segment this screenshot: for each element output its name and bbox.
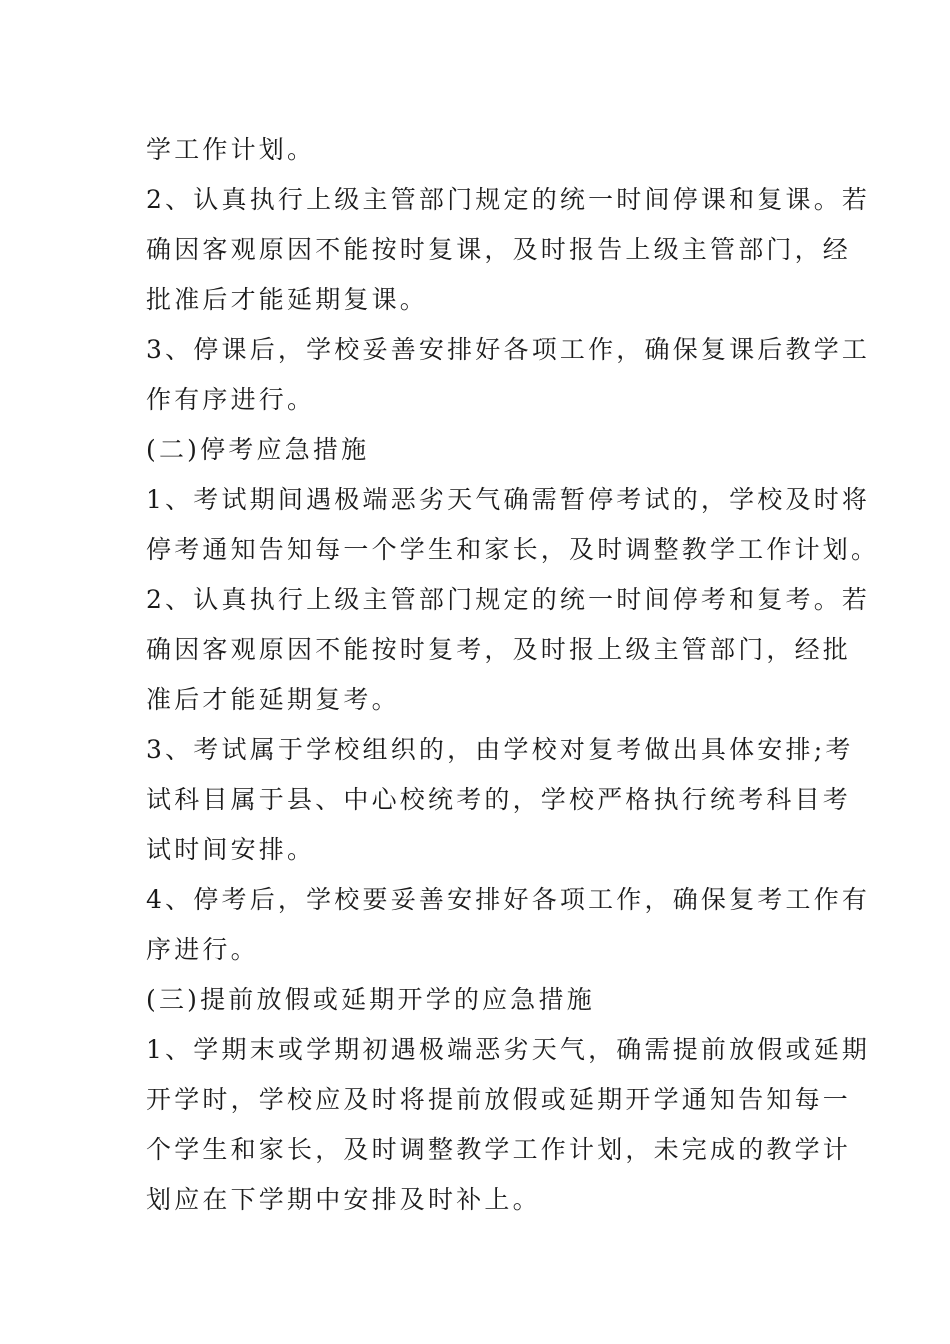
text-line: 开学时，学校应及时将提前放假或延期开学通知告知每一 (146, 1085, 852, 1114)
text-line: 准后才能延期复考。 (146, 685, 400, 714)
text-line: 学工作计划。 (146, 135, 316, 164)
text-line: 停考通知告知每一个学生和家长，及时调整教学工作计划。 (146, 535, 880, 564)
text-line: 试时间安排。 (146, 835, 316, 864)
section-heading: (三)提前放假或延期开学的应急措施 (146, 985, 595, 1014)
text-line: 2、认真执行上级主管部门规定的统一时间停考和复考。若 (146, 585, 871, 614)
text-line: 个学生和家长，及时调整教学工作计划，未完成的教学计 (146, 1135, 852, 1164)
text-line: 作有序进行。 (146, 385, 316, 414)
text-line: 批准后才能延期复课。 (146, 285, 429, 314)
section-heading: (二)停考应急措施 (146, 435, 370, 464)
text-line: 1、学期末或学期初遇极端恶劣天气，确需提前放假或延期 (146, 1035, 871, 1064)
text-line: 2、认真执行上级主管部门规定的统一时间停课和复课。若 (146, 185, 871, 214)
text-line: 试科目属于县、中心校统考的，学校严格执行统考科目考 (146, 785, 852, 814)
text-line: 序进行。 (146, 935, 259, 964)
text-line: 1、考试期间遇极端恶劣天气确需暂停考试的，学校及时将 (146, 485, 871, 514)
text-line: 3、停课后，学校妥善安排好各项工作，确保复课后教学工 (146, 335, 871, 364)
text-line: 确因客观原因不能按时复考，及时报上级主管部门，经批 (146, 635, 852, 664)
text-line: 划应在下学期中安排及时补上。 (146, 1185, 541, 1214)
text-line: 4、停考后，学校要妥善安排好各项工作，确保复考工作有 (146, 885, 871, 914)
text-line: 确因客观原因不能按时复课，及时报告上级主管部门，经 (146, 235, 852, 264)
text-line: 3、考试属于学校组织的，由学校对复考做出具体安排;考 (146, 735, 854, 764)
